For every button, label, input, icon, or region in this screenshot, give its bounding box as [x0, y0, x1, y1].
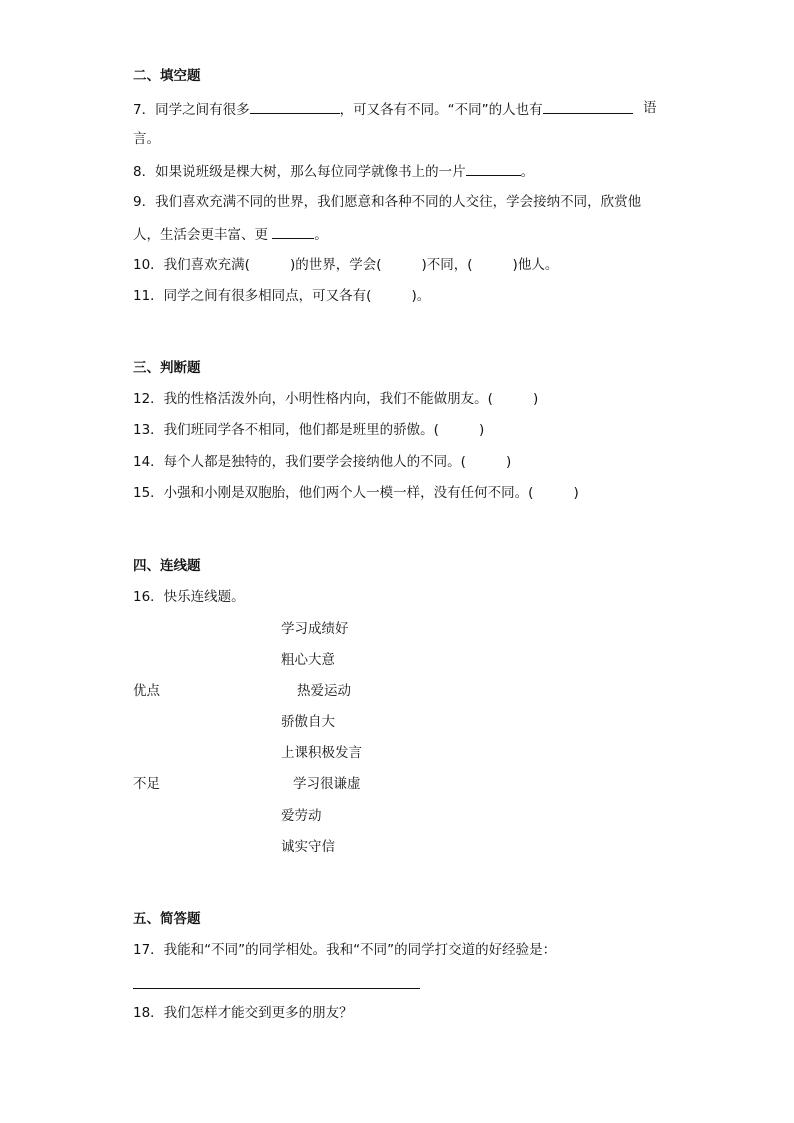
question-15: 15．小强和小刚是双胞胎，他们两个人一模一样，没有任何不同。( ) — [133, 485, 579, 501]
match-option[interactable]: 学习很谦虚 — [293, 776, 361, 792]
match-category[interactable]: 不足 — [133, 776, 160, 792]
match-option[interactable]: 上课积极发言 — [281, 745, 362, 761]
section-title-fill: 二、填空题 — [133, 68, 201, 84]
match-category[interactable]: 优点 — [133, 683, 160, 699]
question-16: 16．快乐连线题。 — [133, 589, 245, 605]
question-7-cont: 言。 — [133, 131, 160, 147]
question-9: 9．我们喜欢充满不同的世界，我们愿意和各种不同的人交往，学会接纳不同，欣赏他 — [133, 194, 642, 210]
question-9-cont: 人，生活会更丰富、更 。 — [133, 224, 328, 244]
question-7: 7．同学之间有很多 ，可又各有不同。“不同”的人也有 — [133, 99, 633, 119]
section-title-short: 五、简答题 — [133, 911, 201, 927]
question-11: 11．同学之间有很多相同点，可又各有( )。 — [133, 288, 431, 304]
answer-blank[interactable] — [466, 161, 521, 176]
match-option[interactable]: 诚实守信 — [281, 839, 335, 855]
match-option[interactable]: 粗心大意 — [281, 652, 335, 668]
match-option[interactable]: 骄傲自大 — [281, 714, 335, 730]
answer-blank[interactable] — [250, 99, 340, 114]
section-title-match: 四、连线题 — [133, 558, 201, 574]
question-8: 8．如果说班级是棵大树，那么每位同学就像书上的一片 。 — [133, 161, 534, 181]
question-13: 13．我们班同学各不相同，他们都是班里的骄傲。( ) — [133, 422, 485, 438]
question-10: 10．我们喜欢充满( )的世界，学会( )不同，( )他人。 — [133, 257, 559, 273]
question-7-tail: 语 — [643, 100, 657, 116]
answer-blank[interactable] — [543, 99, 633, 114]
question-14: 14．每个人都是独特的，我们要学会接纳他人的不同。( ) — [133, 454, 512, 470]
match-option[interactable]: 爱劳动 — [281, 808, 322, 824]
question-18: 18．我们怎样才能交到更多的朋友？ — [133, 1005, 353, 1021]
question-17: 17．我能和“不同”的同学相处。我和“不同”的同学打交道的好经验是： — [133, 942, 557, 958]
match-option[interactable]: 学习成绩好 — [281, 621, 349, 637]
question-12: 12．我的性格活泼外向，小明性格内向，我们不能做朋友。( ) — [133, 391, 539, 407]
answer-blank[interactable] — [272, 224, 314, 239]
answer-line[interactable] — [133, 988, 420, 989]
section-title-judge: 三、判断题 — [133, 360, 201, 376]
match-option[interactable]: 热爱运动 — [297, 683, 351, 699]
